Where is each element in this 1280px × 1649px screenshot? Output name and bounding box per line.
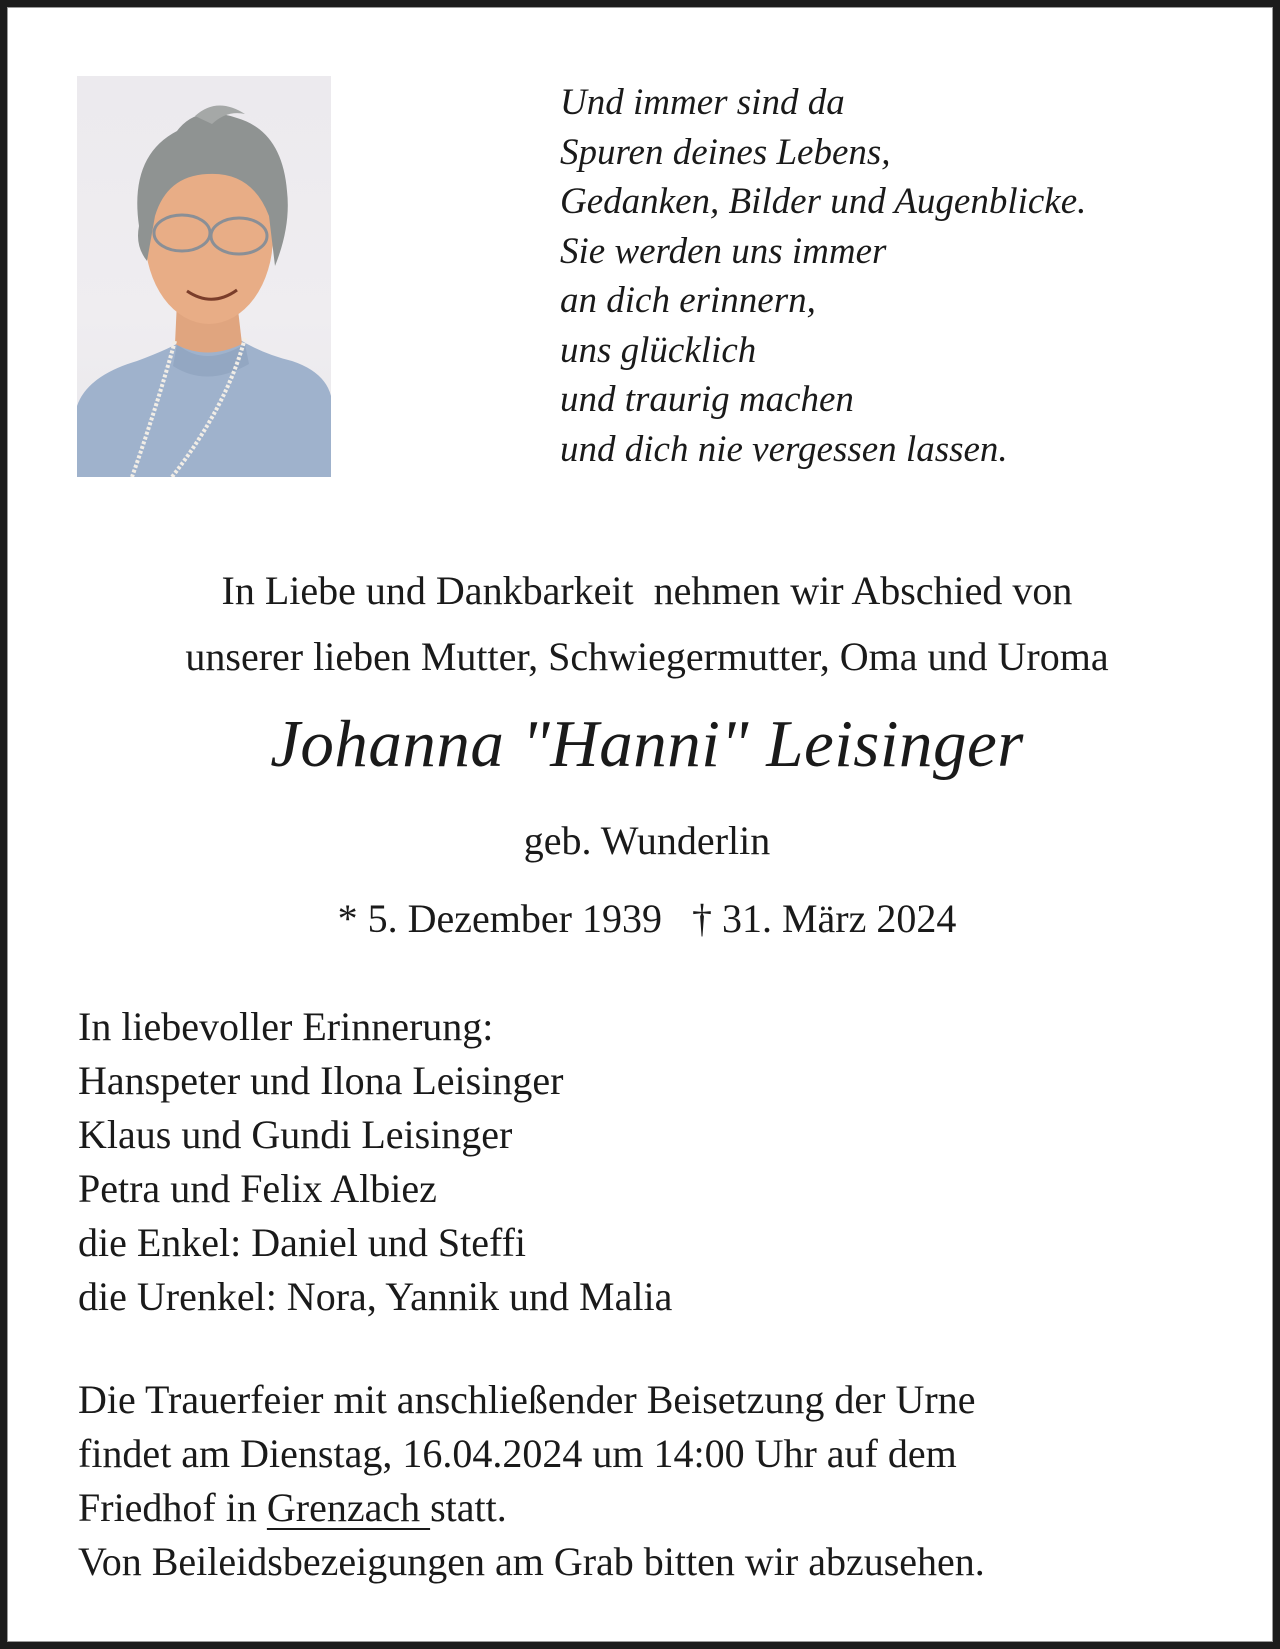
poem-line: Gedanken, Bilder und Augenblicke.	[560, 181, 1087, 222]
poem-line: Und immer sind da	[560, 82, 845, 123]
poem-line: Spuren deines Lebens,	[560, 131, 891, 173]
life-dates: * 5. Dezember 1939 † 31. März 2024	[337, 896, 957, 941]
family-heading: In liebevoller Erinnerung:	[78, 1004, 494, 1049]
family-list	[78, 1000, 672, 1324]
poem-line: Sie werden uns immer	[560, 230, 887, 272]
poem-line: und traurig machen	[560, 379, 854, 420]
ceremony-line: findet am Dienstag, 16.04.2024 um 14:00 Uhr auf dem	[78, 1431, 957, 1476]
family-member: Petra und Felix Albiez	[78, 1166, 437, 1211]
ceremony-line: Von Beileidsbezeigungen am Grab bitten wir abzusehen.	[78, 1539, 985, 1584]
family-member: die Enkel: Daniel und Steffi	[78, 1220, 527, 1265]
portrait-photo	[77, 76, 331, 477]
ceremony-text: statt.	[430, 1485, 507, 1530]
farewell-intro	[7, 558, 1280, 690]
portrait-illustration	[77, 76, 331, 477]
poem	[560, 78, 1086, 474]
intro-line: In Liebe und Dankbarkeit nehmen wir Abschied von	[221, 568, 1073, 613]
family-member: die Urenkel: Nora, Yannik und Malia	[78, 1274, 673, 1319]
poem-line: und dich nie vergessen lassen.	[560, 428, 1008, 470]
ceremony-text: Friedhof in	[78, 1485, 267, 1530]
maiden-name: geb. Wunderlin	[523, 818, 771, 863]
intro-line: unserer lieben Mutter, Schwiegermutter, Oma und Uroma	[185, 634, 1109, 679]
poem-line: an dich erinnern,	[560, 280, 816, 321]
family-member: Hanspeter und Ilona Leisinger	[78, 1058, 564, 1103]
ceremony-line: Die Trauerfeier mit anschließender Beisetzung der Urne	[78, 1377, 976, 1422]
family-member: Klaus und Gundi Leisinger	[78, 1112, 513, 1157]
cemetery-location: Grenzach	[266, 1485, 431, 1530]
poem-line: uns glücklich	[560, 329, 757, 371]
deceased-name: Johanna "Hanni" Leisinger	[270, 707, 1024, 781]
ceremony-info	[78, 1373, 985, 1589]
ceremony-line	[78, 1481, 985, 1535]
